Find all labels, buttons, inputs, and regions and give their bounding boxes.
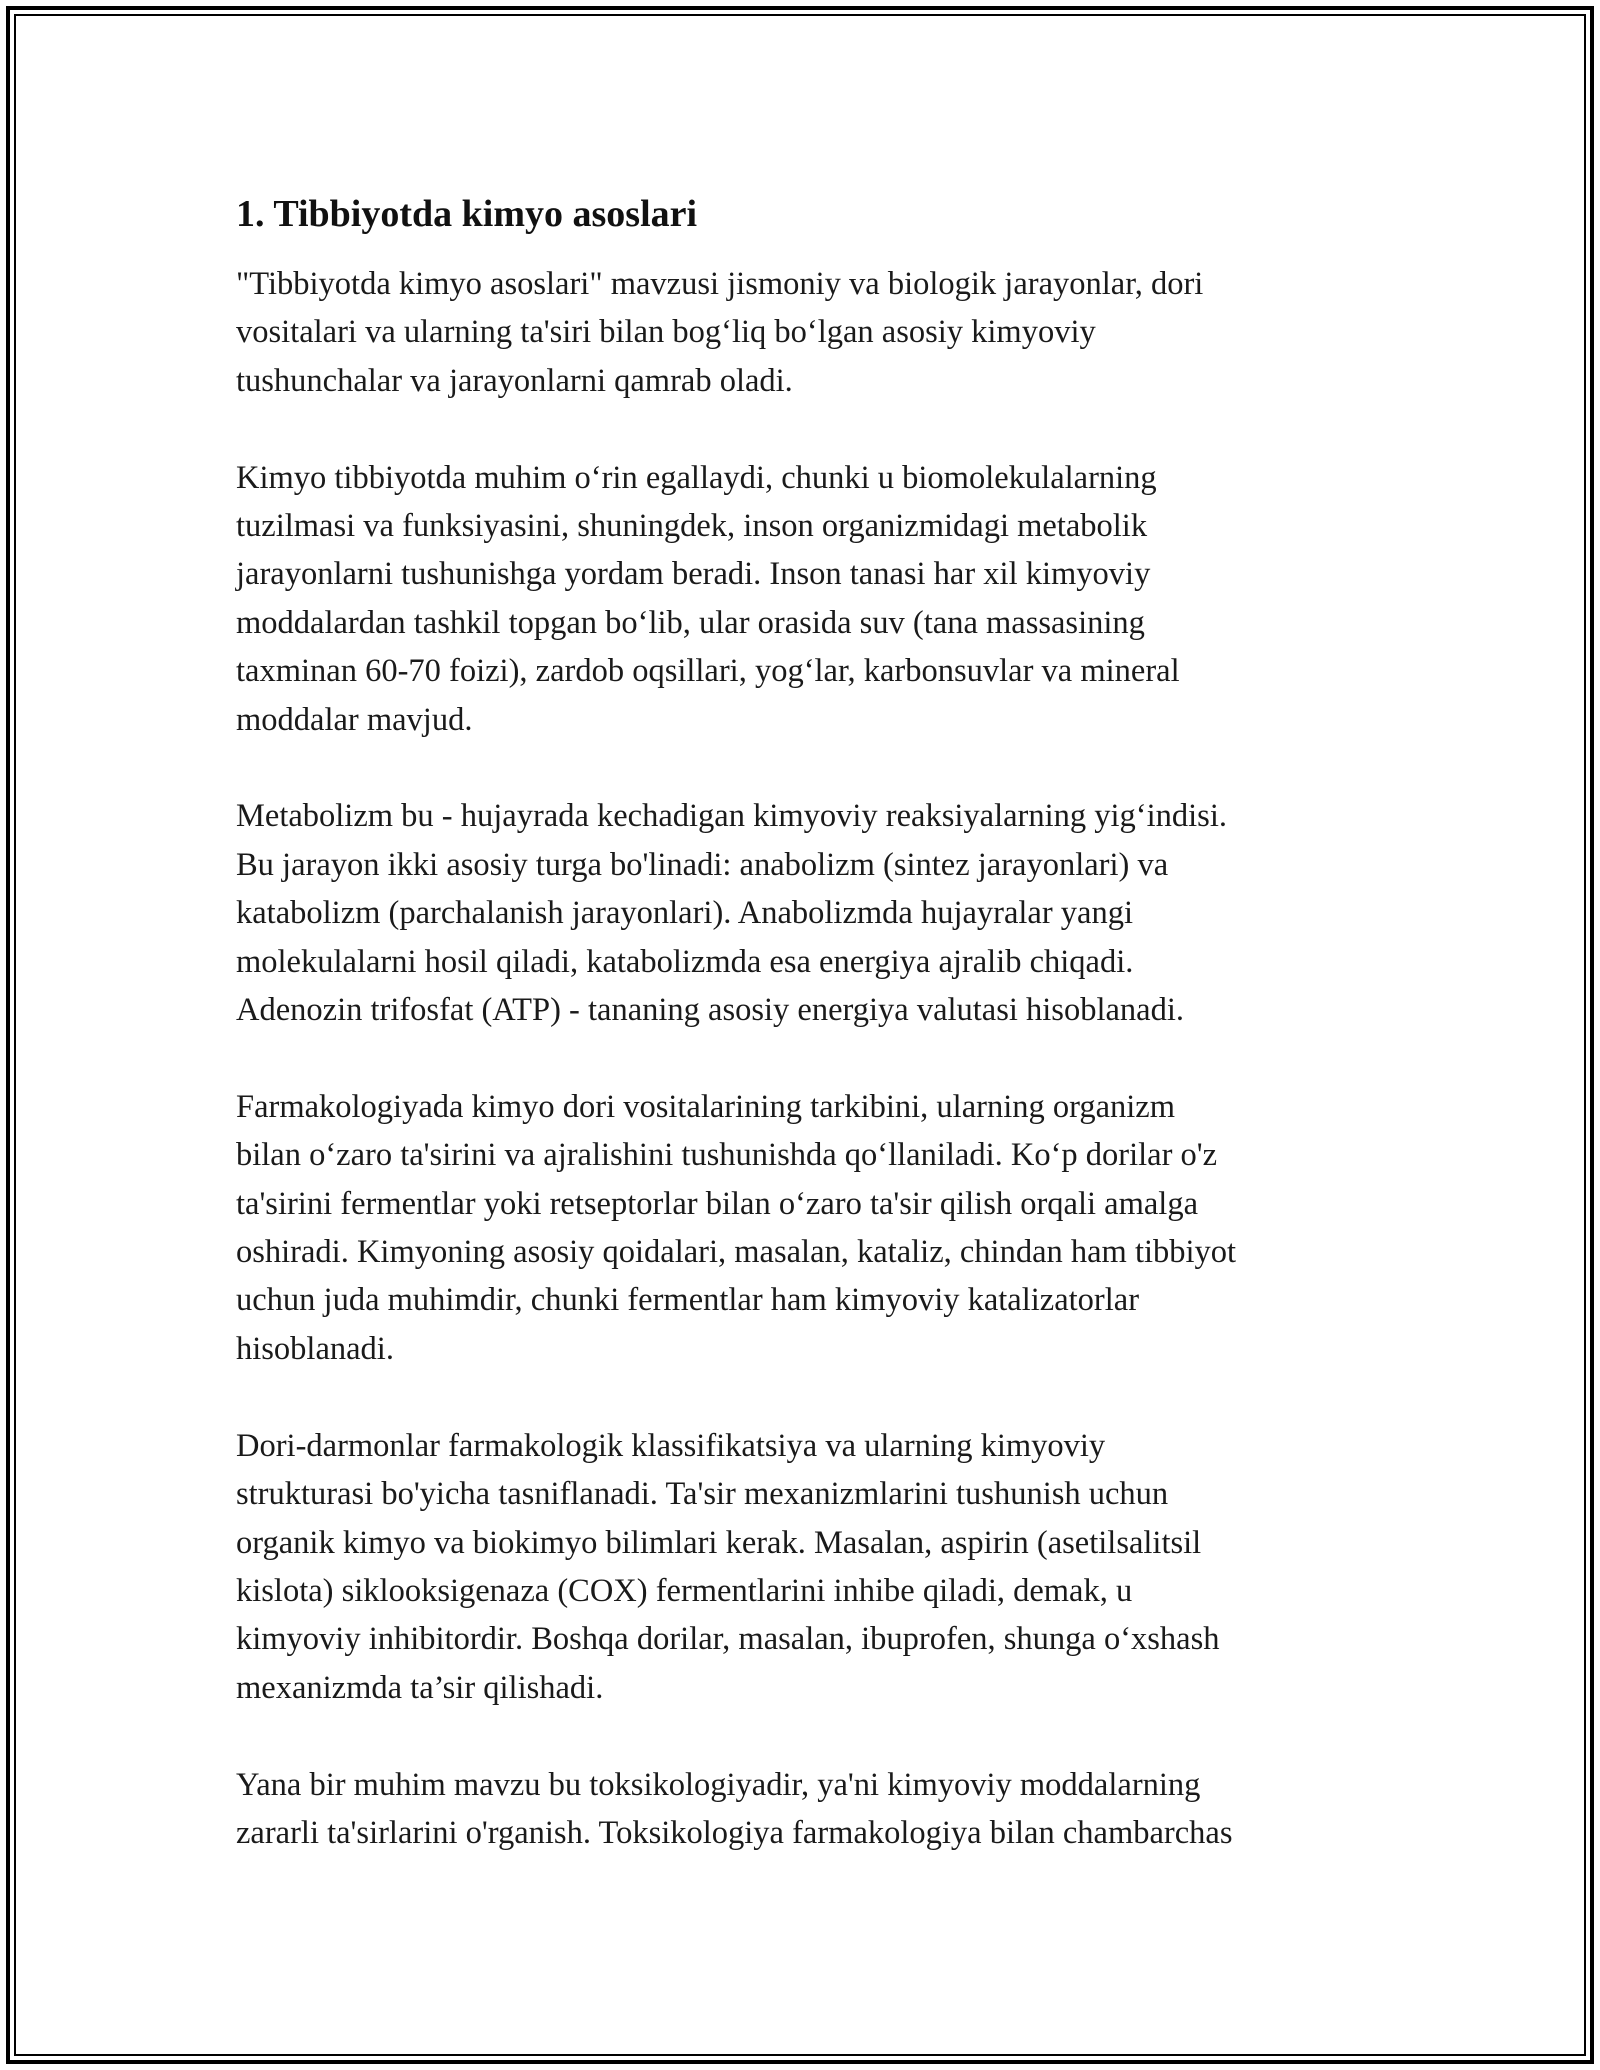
text-line: tuzilmasi va funksiyasini, shuningdek, inson organizmidagi metabolik [236,508,1148,545]
text-line: vositalari va ularning ta'siri bilan bog‘liq bo‘lgan asosiy kimyoviy [236,314,1096,351]
text-line: tushunchalar va jarayonlarni qamrab oladi. [236,362,793,399]
text-line: Yana bir muhim mavzu bu toksikologiyadir, ya'ni kimyoviy moddalarning [236,1766,1201,1803]
paragraph-intro [236,260,1376,405]
text-line: mexanizmda ta’sir qilishadi. [236,1669,604,1706]
text-line: Dori-darmonlar farmakologik klassifikatsiya va ularning kimyoviy [236,1427,1106,1464]
paragraph-toxicology [236,1761,1376,1858]
section-heading: 1. Tibbiyotda kimyo asoslari [236,193,698,235]
text-line: molekulalarni hosil qiladi, katabolizmda esa energiya ajralib chiqadi. [236,943,1134,980]
text-line: jarayonlarni tushunishga yordam beradi. Inson tanasi har xil kimyoviy [236,556,1151,593]
text-line: moddalar mavjud. [236,701,473,738]
text-line: uchun juda muhimdir, chunki fermentlar ham kimyoviy katalizatorlar [236,1282,1140,1319]
text-line: zararli ta'sirlarini o'rganish. Toksikologiya farmakologiya bilan chambarchas [236,1814,1233,1851]
paragraph-metabolism [236,792,1376,1034]
text-line: bilan o‘zaro ta'sirini va ajralishini tushunishda qo‘llaniladi. Ko‘p dorilar o'z [236,1137,1218,1174]
text-line: Adenozin trifosfat (ATP) - tananing asosiy energiya valutasi hisoblanadi. [236,992,1184,1029]
paragraph-drug-classification [236,1422,1376,1712]
text-line: strukturasi bo'yicha tasniflanadi. Ta'sir mexanizmlarini tushunish uchun [236,1476,1169,1513]
text-line: Bu jarayon ikki asosiy turga bo'linadi: anabolizm (sintez jarayonlari) va [236,846,1169,883]
text-line: taxminan 60-70 foizi), zardob oqsillari, yog‘lar, karbonsuvlar va mineral [236,653,1180,690]
text-line: "Tibbiyotda kimyo asoslari" mavzusi jismoniy va biologik jarayonlar, dori [236,266,1204,302]
text-line: hisoblanadi. [236,1330,394,1367]
text-line: Metabolizm bu - hujayrada kechadigan kimyoviy reaksiyalarning yig‘indisi. [236,798,1227,835]
paragraph-chemistry-role [236,454,1376,744]
text-line: oshiradi. Kimyoning asosiy qoidalari, masalan, kataliz, chindan ham tibbiyot [236,1234,1237,1271]
document-body [236,188,1376,1906]
paragraph-pharmacology [236,1083,1376,1373]
text-line: kimyoviy inhibitordir. Boshqa dorilar, masalan, ibuprofen, shunga o‘xshash [236,1621,1220,1658]
text-line: Kimyo tibbiyotda muhim o‘rin egallaydi, chunki u biomolekulalarning [236,459,1157,496]
text-line: moddalardan tashkil topgan bo‘lib, ular orasida suv (tana massasining [236,604,1145,641]
text-line: organik kimyo va biokimyo bilimlari kerak. Masalan, aspirin (asetilsalitsil [236,1524,1202,1561]
text-line: kislota) siklooksigenaza (COX) fermentlarini inhibe qiladi, demak, u [236,1572,1133,1609]
text-line: Farmakologiyada kimyo dori vositalarining tarkibini, ularning organizm [236,1088,1176,1125]
text-line: katabolizm (parchalanish jarayonlari). Anabolizmda hujayralar yangi [236,895,1134,932]
text-line: ta'sirini fermentlar yoki retseptorlar bilan o‘zaro ta'sir qilish orqali amalga [236,1185,1199,1222]
